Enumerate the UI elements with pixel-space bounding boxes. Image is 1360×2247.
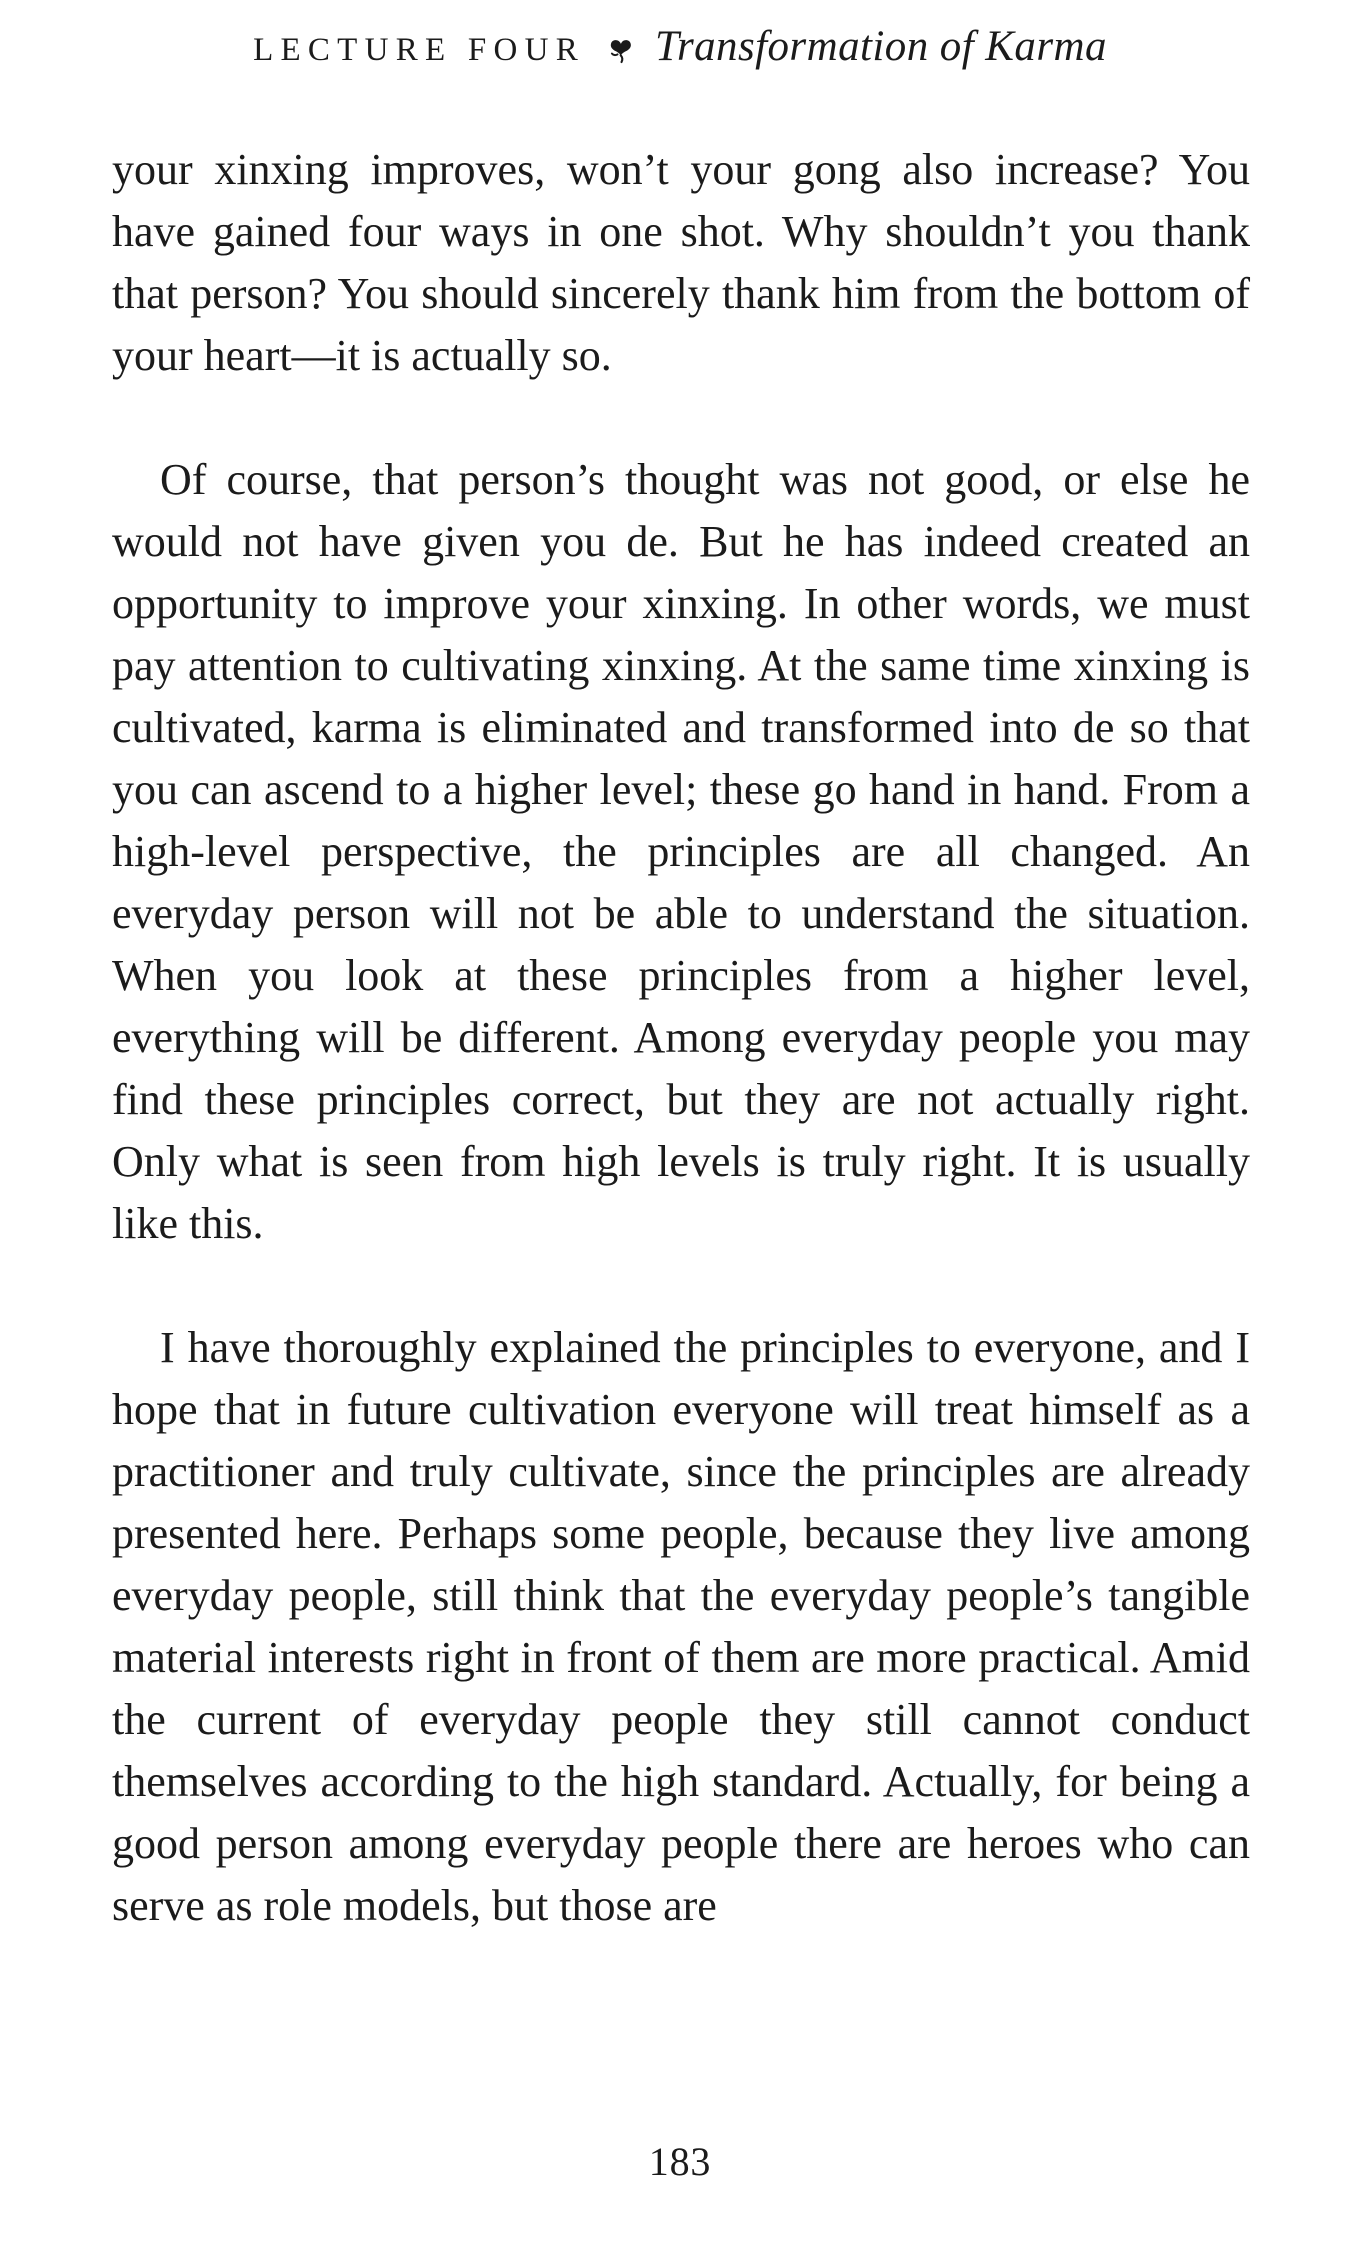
running-head-title: Transformation of Karma (654, 23, 1107, 70)
paragraph-3: I have thoroughly explained the principles to everyone, and I hope that in future cultivation everyone will treat himself as a practitioner and truly cultivate, since the principles are already presented here. Perhaps some people, because they live among everyday people, still think that the everyday people’s tangible material interests right in front of them are more practical. Amid the current of everyday people they still cannot conduct themselves according to the high standard. Actually, for being a good person among everyday people there are heroes who can serve as role models, but those are (112, 1323, 1250, 1930)
paragraph-1: your xinxing improves, won’t your gong also increase? You have gained four ways in one shot. Why shouldn’t you thank that person? You should sincerely thank him from the bottom of your heart—it is actually so. (112, 145, 1250, 380)
running-head (0, 22, 1360, 71)
paragraph-2: Of course, that person’s thought was not good, or else he would not have given you de. But he has indeed created an opportunity to improve your xinxing. In other words, we must pay attention to cultivating xinxing. At the same time xinxing is cultivated, karma is eliminated and transformed into de so that you can ascend to a higher level; these go hand in hand. From a high-level perspective, the principles are all changed. An everyday person will not be able to understand the situation. When you look at these principles from a higher level, everything will be different. Among everyday people you may find these principles correct, but they are not actually right. Only what is seen from high levels is truly right. It is usually like this. (112, 455, 1250, 1248)
body-text (112, 139, 1250, 1937)
running-head-chapter: LECTURE FOUR (253, 32, 585, 68)
page-number: 183 (648, 2139, 712, 2184)
hedera-leaf-icon (605, 36, 635, 66)
